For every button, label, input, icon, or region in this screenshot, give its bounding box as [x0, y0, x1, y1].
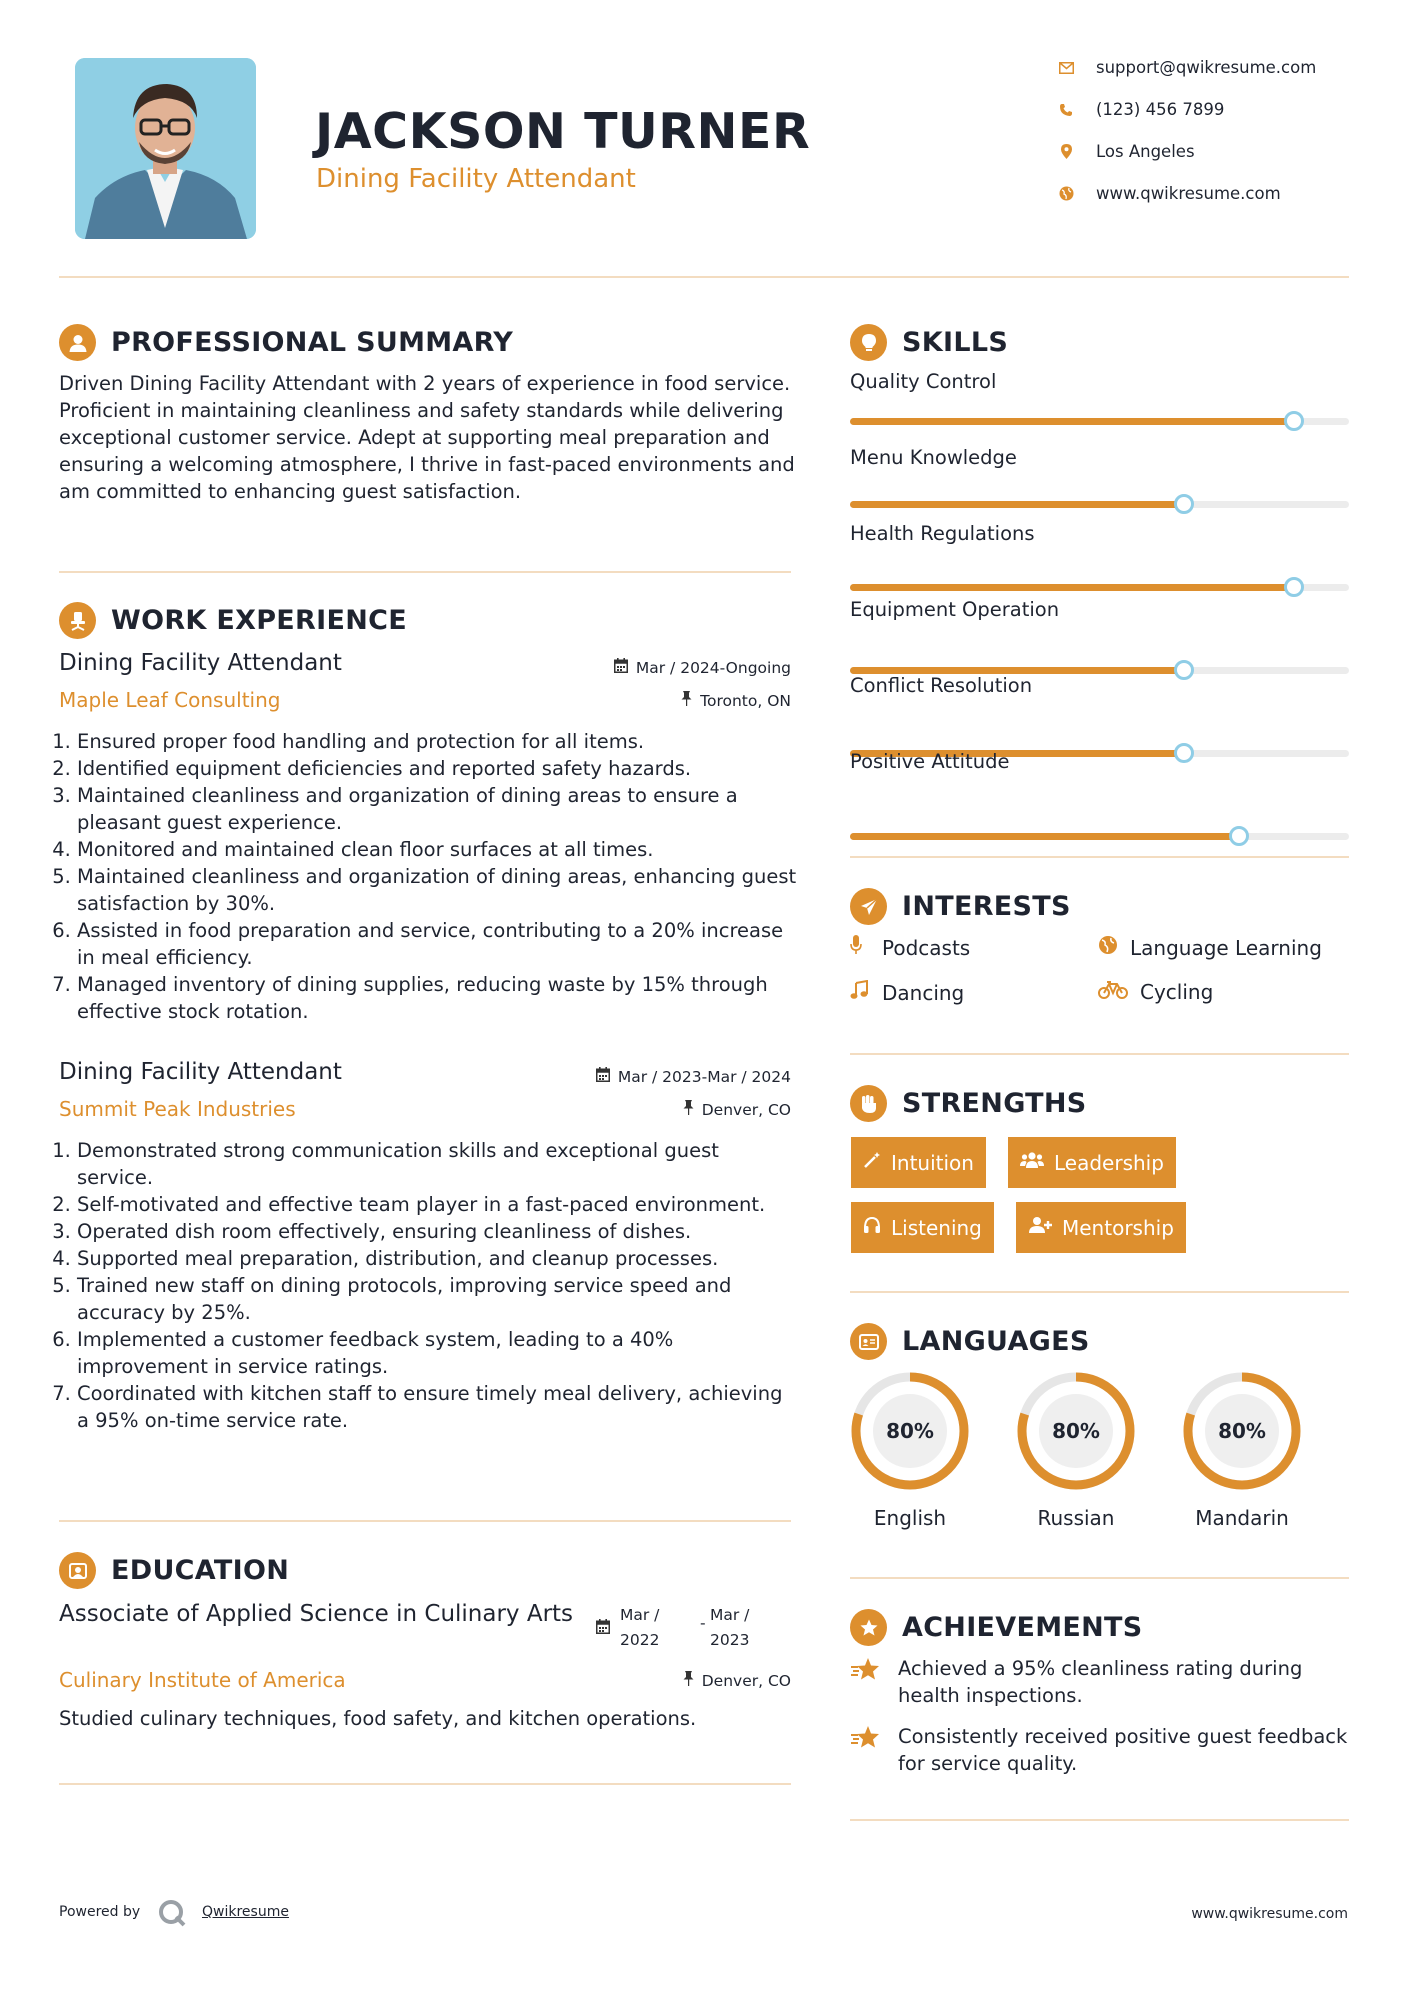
magic-wand-icon: [863, 1151, 881, 1174]
experience-title: WORK EXPERIENCE: [111, 605, 407, 636]
job-1-location: [681, 691, 791, 710]
contact-website[interactable]: [1057, 184, 1281, 203]
job-1-bullet: 4. Monitored and maintained clean floor surfaces at all times.: [77, 836, 799, 863]
interest-label: Language Learning: [1130, 935, 1322, 960]
strengths-heading: [850, 1085, 1087, 1122]
job-1-location-text: Toronto, ON: [700, 691, 791, 710]
skill-bar-knob: [1174, 743, 1194, 763]
qwikresume-logo-icon: [158, 1899, 186, 1931]
skill-bar: [850, 833, 1349, 840]
skill-name: Equipment Operation: [850, 598, 1060, 621]
skills-divider: [850, 856, 1349, 858]
skill-bar-fill: [850, 833, 1239, 840]
user-plus-icon: [1028, 1216, 1052, 1239]
calendar-icon: [596, 1067, 610, 1086]
summary-text: Driven Dining Facility Attendant with 2 years of experience in food service. Proficient in maintaining cleanliness and safety standards while delivering exceptional customer service. Adept at supporting meal preparation and ensuring a welcoming atmosphere, I thrive in fast-paced environments and am committed to enhancing guest satisfaction.: [59, 372, 795, 503]
profile-photo: [75, 58, 256, 239]
education-divider: [59, 1783, 791, 1785]
skill-name: Quality Control: [850, 370, 997, 393]
job-2-location-text: Denver, CO: [701, 1100, 791, 1119]
education-degree: Associate of Applied Science in Culinary Arts: [59, 1601, 574, 1627]
education-end-date: [710, 1603, 749, 1653]
language-name: Russian: [1037, 1506, 1115, 1530]
strength-label: Listening: [891, 1215, 982, 1240]
interest-dancing: [850, 980, 964, 1005]
languages-divider: [850, 1577, 1349, 1579]
job-1-bullets: [59, 728, 799, 1025]
job-2-bullet: 2. Self-motivated and effective team player in a fast-paced environment.: [77, 1191, 799, 1218]
skill-name: Positive Attitude: [850, 750, 1010, 773]
interests-title: INTERESTS: [902, 891, 1071, 922]
fist-icon: [850, 1085, 887, 1122]
job-2-bullet: 5. Trained new staff on dining protocols, improving service speed and accuracy by 25%.: [77, 1272, 799, 1326]
job-2-bullet: 1. Demonstrated strong communication skills and exceptional guest service.: [77, 1137, 799, 1191]
strengths-title: STRENGTHS: [902, 1088, 1087, 1119]
skill-bar-knob: [1284, 411, 1304, 431]
skill-bar-knob: [1284, 577, 1304, 597]
skill-bar-knob: [1174, 660, 1194, 680]
summary-heading: [59, 324, 513, 361]
education-school: Culinary Institute of America: [59, 1668, 346, 1692]
skill-bar-knob: [1229, 826, 1249, 846]
achievements-divider: [850, 1819, 1349, 1821]
pushpin-icon: [683, 1100, 694, 1119]
contact-email[interactable]: [1057, 58, 1316, 77]
microphone-icon: [850, 935, 876, 960]
users-icon: [1020, 1151, 1044, 1174]
experience-heading: [59, 602, 407, 639]
job-2-location: [683, 1100, 791, 1119]
skill-bar-fill: [850, 584, 1294, 591]
qwikresume-link[interactable]: Qwikresume: [202, 1904, 289, 1920]
achievement-item: [850, 1655, 1350, 1709]
strength-label: Mentorship: [1062, 1215, 1174, 1240]
strength-tag-leadership: [1008, 1137, 1176, 1188]
star-badge-icon: [850, 1609, 887, 1646]
job-2-dates: [596, 1067, 791, 1086]
skill-name: Menu Knowledge: [850, 446, 1017, 469]
music-note-icon: [850, 980, 876, 1005]
education-start-month: Mar /: [620, 1606, 660, 1624]
achievements-title: ACHIEVEMENTS: [902, 1612, 1143, 1643]
strength-tag-listening: [851, 1202, 994, 1253]
star-icon: [850, 1655, 898, 1709]
languages-title: LANGUAGES: [902, 1326, 1090, 1357]
education-heading: [59, 1552, 289, 1589]
strength-label: Leadership: [1054, 1150, 1164, 1175]
job-1-bullet: 1. Ensured proper food handling and protection for all items.: [77, 728, 799, 755]
powered-by-label: Powered by: [59, 1904, 141, 1920]
experience-divider: [59, 1520, 791, 1522]
job-2-bullets: [59, 1137, 799, 1434]
language-item: [1015, 1370, 1137, 1530]
bicycle-icon: [1098, 981, 1134, 1004]
globe-icon: [1057, 185, 1075, 203]
strength-tag-mentorship: [1016, 1202, 1186, 1253]
job-1-bullet: 2. Identified equipment deficiencies and reported safety hazards.: [77, 755, 799, 782]
interest-podcasts: [850, 935, 970, 960]
language-ring: [1015, 1370, 1137, 1492]
id-card-icon: [850, 1323, 887, 1360]
language-percent: 80%: [886, 1419, 934, 1443]
skill-bar: [850, 584, 1349, 591]
job-2-company: Summit Peak Industries: [59, 1097, 296, 1121]
envelope-icon: [1057, 59, 1075, 77]
star-icon: [850, 1723, 898, 1777]
language-item: [849, 1370, 971, 1530]
job-1-bullet: 6. Assisted in food preparation and service, contributing to a 20% increase in meal efficiency.: [77, 917, 799, 971]
user-icon: [59, 324, 96, 361]
graduation-icon: [59, 1552, 96, 1589]
job-1-company: Maple Leaf Consulting: [59, 688, 281, 712]
skill-bar-knob: [1174, 494, 1194, 514]
paper-plane-icon: [850, 888, 887, 925]
chair-icon: [59, 602, 96, 639]
map-pin-icon: [1057, 143, 1075, 161]
summary-divider: [59, 571, 791, 573]
job-1-dates: [614, 658, 791, 677]
skill-bar-fill: [850, 418, 1294, 425]
pushpin-icon: [681, 691, 692, 710]
globe-icon: [1098, 935, 1124, 960]
languages-heading: [850, 1323, 1090, 1360]
achievement-text: Achieved a 95% cleanliness rating during health inspections.: [898, 1657, 1303, 1707]
skill-bar: [850, 501, 1349, 508]
lightbulb-icon: [850, 324, 887, 361]
job-1-bullet: 5. Maintained cleanliness and organization of dining areas, enhancing guest satisfaction by 30%.: [77, 863, 799, 917]
strength-label: Intuition: [891, 1150, 974, 1175]
skill-bar: [850, 418, 1349, 425]
interest-cycling: [1098, 980, 1213, 1004]
footer-url[interactable]: www.qwikresume.com: [1191, 1906, 1348, 1922]
skill-name: Health Regulations: [850, 522, 1035, 545]
summary-title: PROFESSIONAL SUMMARY: [111, 327, 514, 358]
interest-label: Podcasts: [882, 935, 971, 960]
education-location-text: Denver, CO: [701, 1671, 791, 1690]
skill-name: Conflict Resolution: [850, 674, 1033, 697]
education-location: [683, 1671, 791, 1690]
candidate-role: Dining Facility Attendant: [316, 164, 636, 194]
job-2-bullet: 6. Implemented a customer feedback system, leading to a 40% improvement in service ratings.: [77, 1326, 799, 1380]
interest-label: Cycling: [1140, 980, 1214, 1004]
skill-bar-fill: [850, 667, 1184, 674]
language-item: [1181, 1370, 1303, 1530]
skill-bar: [850, 667, 1349, 674]
contact-phone[interactable]: [1057, 100, 1224, 119]
headphones-icon: [863, 1216, 881, 1239]
pushpin-icon: [683, 1671, 694, 1690]
job-1-bullet: 7. Managed inventory of dining supplies, reducing waste by 15% through effective stock rotation.: [77, 971, 799, 1025]
education-title: EDUCATION: [111, 1555, 290, 1586]
achievements-heading: [850, 1609, 1143, 1646]
interests-divider: [850, 1053, 1349, 1055]
language-name: English: [873, 1506, 947, 1530]
education-start-date: [620, 1603, 659, 1653]
job-1-bullet: 3. Maintained cleanliness and organization of dining areas to ensure a pleasant guest experience.: [77, 782, 799, 836]
contact-email-text: support@qwikresume.com: [1096, 58, 1317, 77]
job-2-bullet: 7. Coordinated with kitchen staff to ensure timely meal delivery, achieving a 95% on-time service rate.: [77, 1380, 799, 1434]
language-name: Mandarin: [1195, 1506, 1289, 1530]
calendar-icon: [596, 1619, 610, 1638]
interests-heading: [850, 888, 1071, 925]
job-2-bullet: 4. Supported meal preparation, distribution, and cleanup processes.: [77, 1245, 799, 1272]
header-divider: [59, 276, 1349, 278]
education-description: Studied culinary techniques, food safety, and kitchen operations.: [59, 1707, 697, 1730]
contact-location-text: Los Angeles: [1096, 142, 1195, 161]
education-start-year: 2022: [620, 1631, 660, 1649]
phone-icon: [1057, 101, 1075, 119]
language-ring: [1181, 1370, 1303, 1492]
job-2-bullet: 3. Operated dish room effectively, ensuring cleanliness of dishes.: [77, 1218, 799, 1245]
interest-label: Dancing: [882, 980, 965, 1005]
skill-bar-fill: [850, 501, 1184, 508]
job-2-title: Dining Facility Attendant: [59, 1059, 342, 1085]
job-2-dates-text: Mar / 2023-Mar / 2024: [617, 1067, 791, 1086]
calendar-icon: [614, 658, 628, 677]
job-1-title: Dining Facility Attendant: [59, 650, 342, 676]
contact-phone-text: (123) 456 7899: [1096, 100, 1225, 119]
contact-location: [1057, 142, 1195, 161]
contact-website-text: www.qwikresume.com: [1096, 184, 1281, 203]
interest-language-learning: [1098, 935, 1322, 960]
education-end-year: 2023: [710, 1631, 750, 1649]
job-1-dates-text: Mar / 2024-Ongoing: [635, 658, 791, 677]
candidate-name: JACKSON TURNER: [315, 103, 811, 160]
achievement-text: Consistently received positive guest feedback for service quality.: [898, 1725, 1348, 1775]
achievement-item: [850, 1723, 1350, 1777]
language-percent: 80%: [1218, 1419, 1266, 1443]
education-end-month: Mar /: [710, 1606, 750, 1624]
strengths-divider: [850, 1291, 1349, 1293]
skills-title: SKILLS: [902, 327, 1009, 358]
strength-tag-intuition: [851, 1137, 986, 1188]
language-percent: 80%: [1052, 1419, 1100, 1443]
language-ring: [849, 1370, 971, 1492]
skills-heading: [850, 324, 1008, 361]
education-date-separator: -: [700, 1614, 706, 1632]
